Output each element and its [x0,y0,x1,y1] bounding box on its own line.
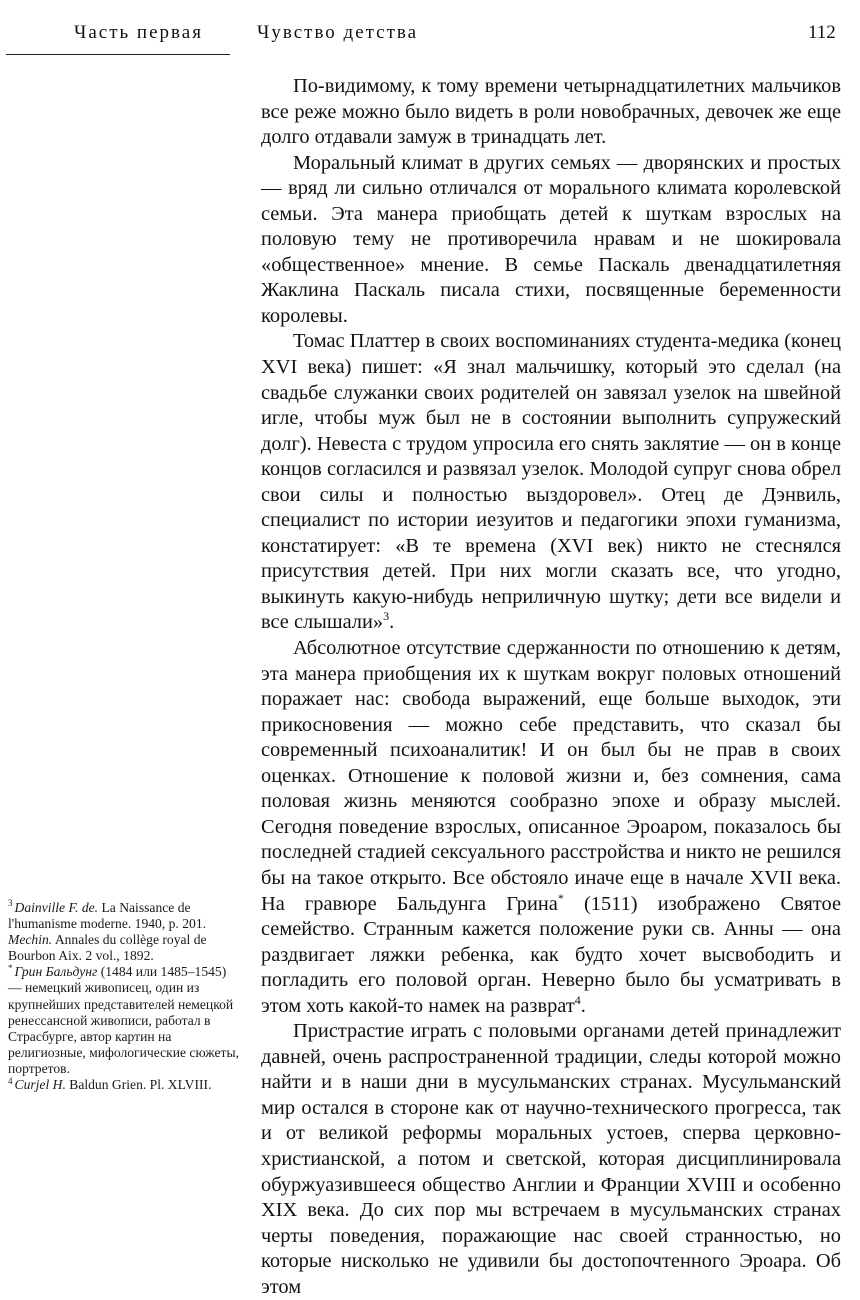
footnote-3: $^3$ Dainville F. de. La Naissance de l'humanisme moderne. 1940, p. 201. Mechin. Annales du collège royal de Bourbon Aix. 2 vol., 1892. [8,898,207,964]
footnote-4: $^4$ Curjel H. Baldun Grien. Pl. XLVIII. [8,1075,212,1093]
margin-footnotes [8,900,240,1093]
header-rule [6,54,230,55]
paragraph-4: Абсолютное отсутствие сдержанности по отношению к детям, эта манера приобщения их к шуткам вокруг половых отношений поражает нас: свобода выражений, еще больше выходок, эти прикосновения — можно себе представить, что сказал бы современный психоаналитик! И он был бы не прав в своих оценках. Отношение к половой жизни и, без сомнения, сама половая жизнь меняются сообразно эпохе и образу мыслей. Сегодня поведение взрослых, описанное Эроаром, показалось бы последней стадией сексуального расстройства и никто не решился бы на такое открыто. Все обстояло иначе еще в начале XVII века. На гравюре Бальдунга Грина* (1511) изображено Святое семейство. Странным кажется положение руки св. Анны — она раздвигает ляжки ребенка, как будто хочет высвободить и погладить его половой орган. Неверно было бы усматривать в этом хоть какой-то намек на разврат$^4$. [261,637,841,1017]
footnote-ref-3[interactable]: 3 [383,609,390,624]
paragraph-2: Моральный климат в других семьях — дворянских и простых — вряд ли сильно отличался от морального климата королевской семьи. Эта манера приобщать детей к шуткам взрослых на половую тему не противоречила нравам и не шокировала «общественное» мнение. В семье Паскаль двенадцатилетняя Жаклина Паскаль писала стихи, посвященные беременности королевы. [261,151,841,327]
header-chapter-title: Чувство детства [257,22,419,43]
paragraph-1: По-видимому, к тому времени четырнадцатилетних мальчиков все реже можно было видеть в роли новобрачных, девочек же еще долго отдавали замуж в тринадцать лет. [261,75,841,149]
footnote-ref-4[interactable]: 4 [574,992,581,1007]
header-part-title: Часть первая [74,22,203,43]
footnote-star: * Грин Бальдунг (1484 или 1485–1545) — немецкий живописец, один из крупнейших представителей немецкой ренессансной живописи, работал в Страсбурге, автор картин на религиозные, мифологические сюжеты, портретов. [8,962,240,1076]
paragraph-5: Пристрастие играть с половыми органами детей принадлежит давней, очень распространенной традиции, следы которой можно найти и в наши дни в мусульманских странах. Мусульманский мир остался в стороне как от научно-технического прогресса, так и от великой реформы моральных устоев, сперва церковно-христианской, а потом и светской, которая дисциплинировала обуржуазившееся общество Англии и Франции XVIII и особенно XIX века. До сих пор мы встречаем в мусульманских странах черты поведения, поражающие нас своей странностью, но которые нисколько не удивили бы достопочтенного Эроара. Об этом [261,1020,841,1298]
paragraph-3: Томас Платтер в своих воспоминаниях студента-медика (конец XVI века) пишет: «Я знал мальчишку, который это сделал (на свадьбе служанки своих родителей он завязал узелок на швейной игле, чтобы муж был не в состоянии выполнить супружеский долг). Невеста с трудом упросила его снять заклятие — он в конце концов согласился и развязал узелок. Молодой супруг снова обрел свои силы и полностью выздоровел». Отец де Дэнвиль, специалист по истории иезуитов и педагогики эпохи гуманизма, констатирует: «В те времена (XVI век) никто не стеснялся присутствия детей. При них могли сказать все, что угодно, выкинуть какую-нибудь неприличную шутку; дети все видели и все слышали»$^3$. [261,330,841,634]
page-number: 112 [808,22,836,43]
running-header [0,14,860,54]
footnote-ref-star[interactable]: * [557,890,564,905]
main-text-column [261,74,841,1300]
